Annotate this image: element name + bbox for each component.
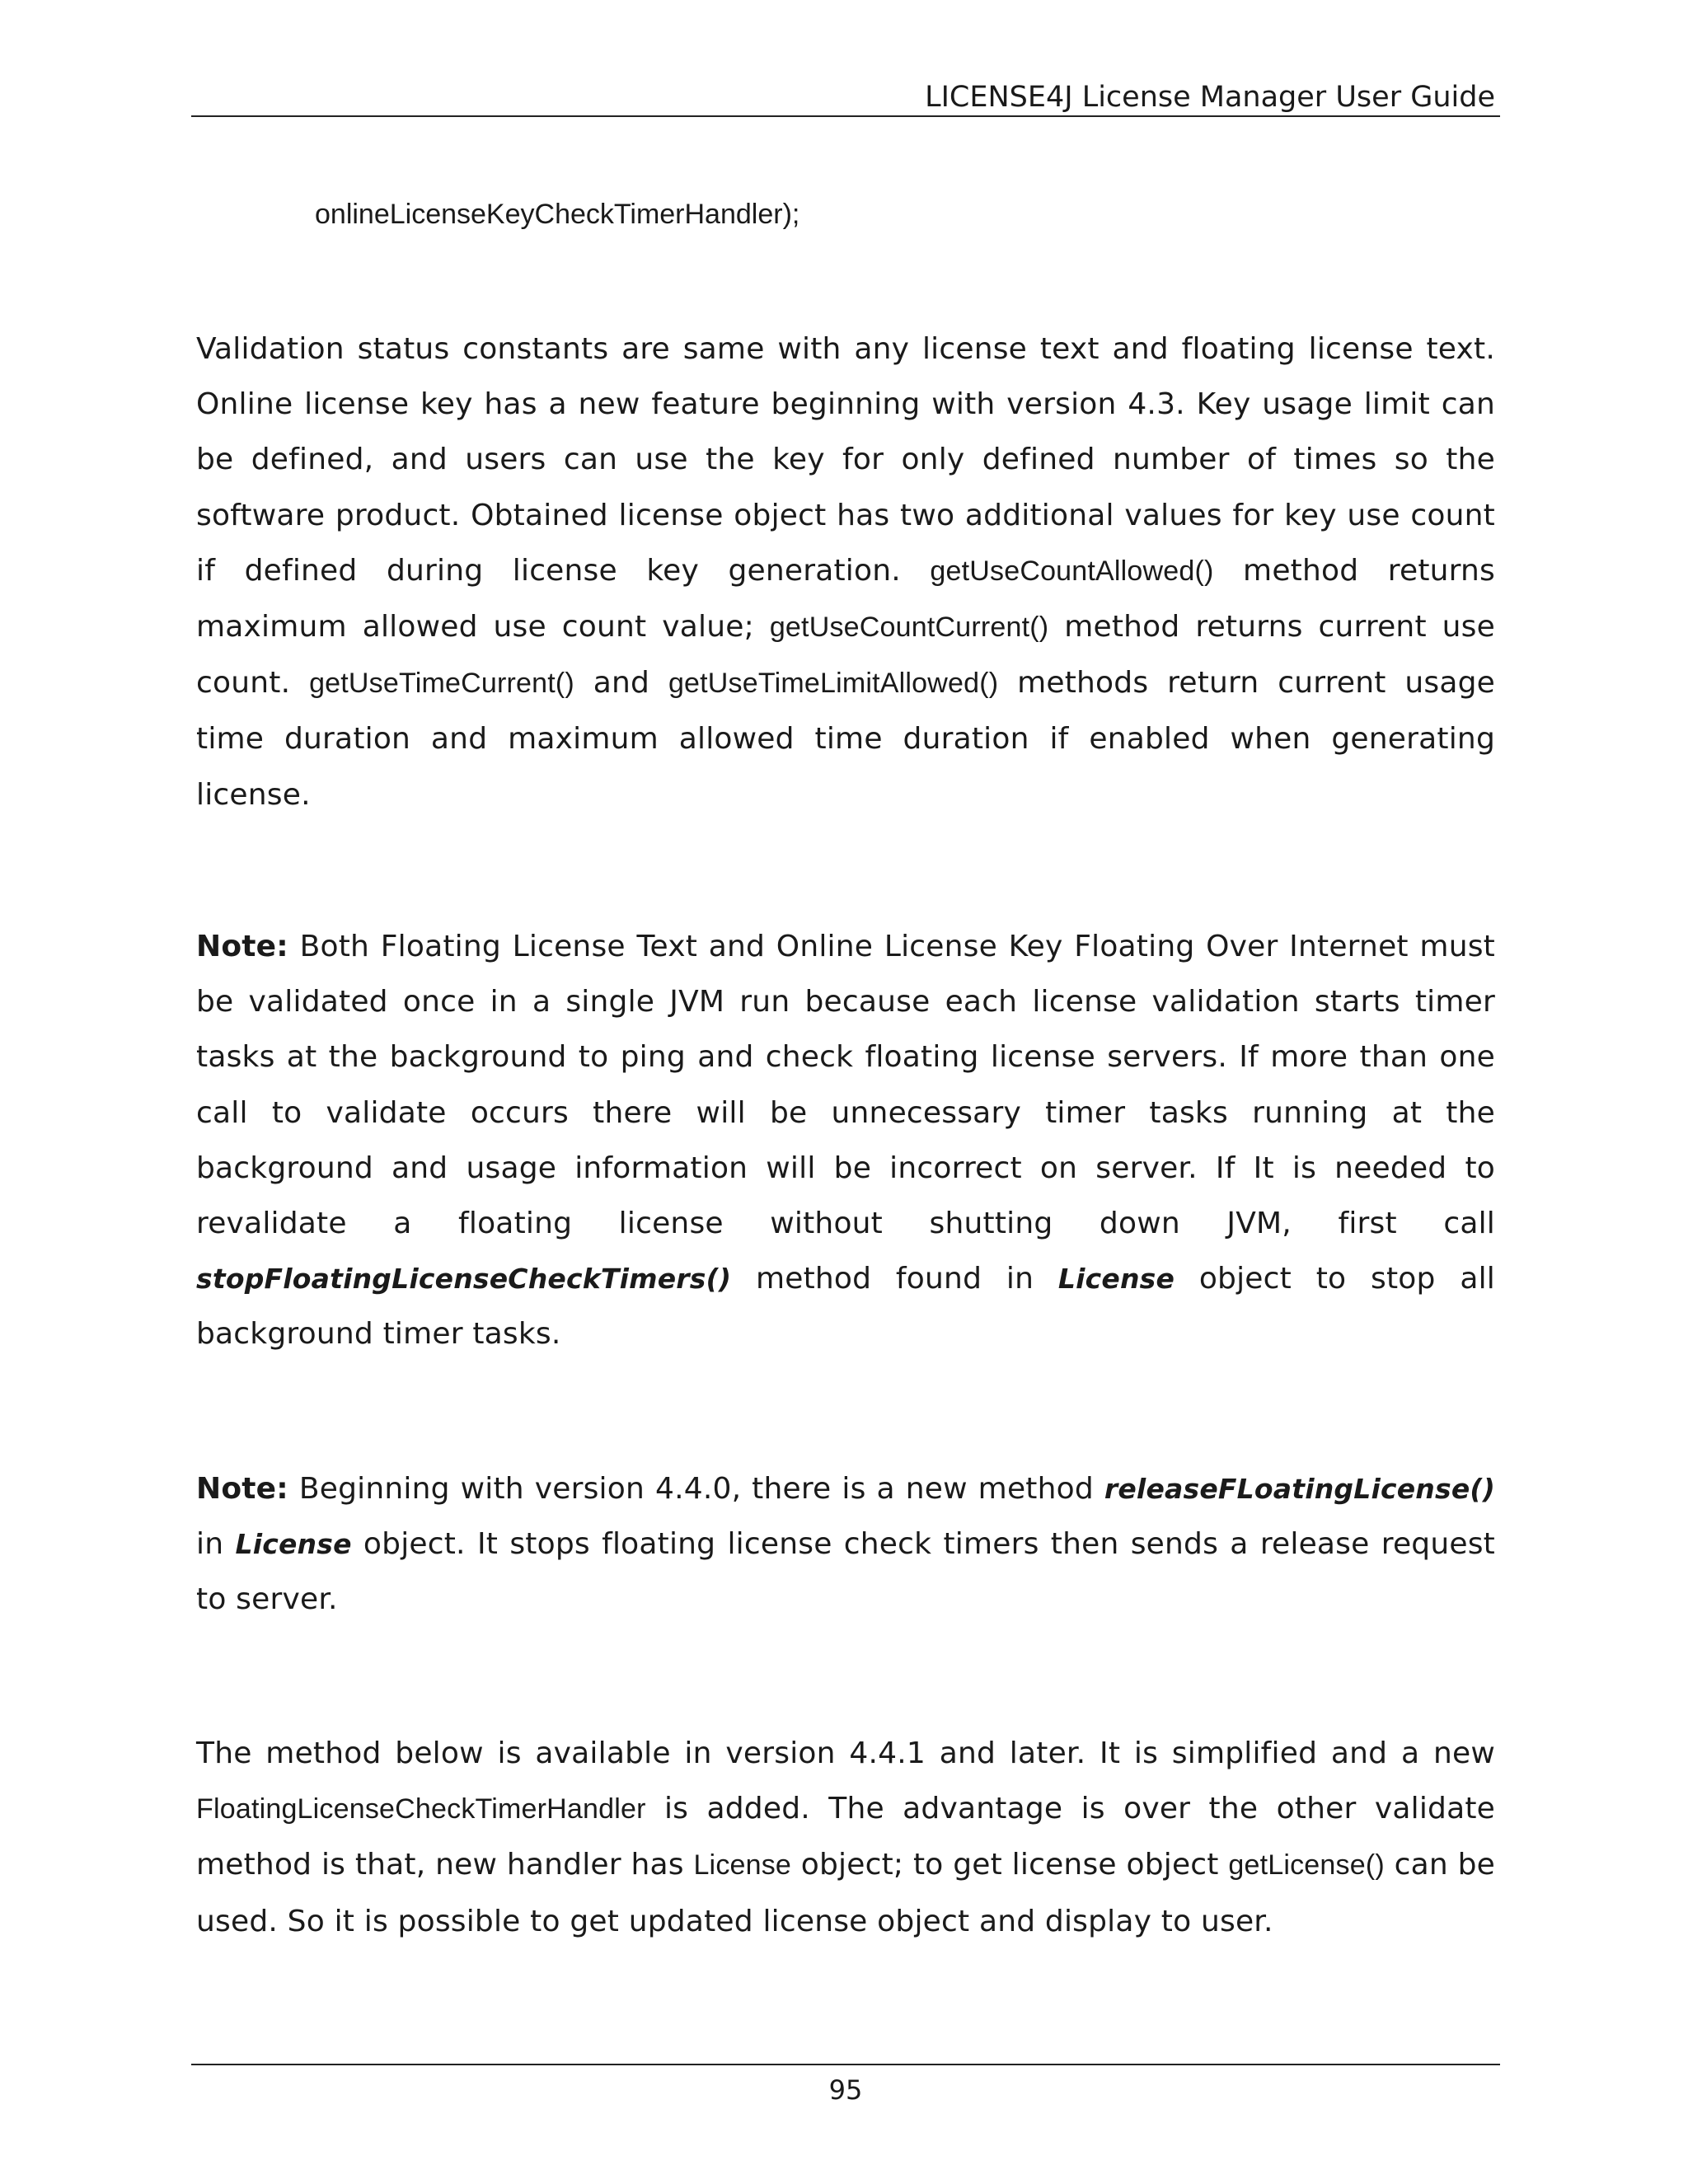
text: Beginning with version 4.4.0, there is a new method — [288, 1472, 1104, 1506]
note-label: Note: — [196, 1472, 288, 1506]
page-header — [191, 79, 1500, 117]
text: method found in — [731, 1262, 1058, 1296]
code-floating-license-check-timer-handler: FloatingLicenseCheckTimerHandler — [196, 1793, 646, 1825]
page-footer — [191, 2064, 1500, 2115]
text: methods return current usage time duration and maximum allowed time duration if enabled when generating license. — [196, 666, 1495, 812]
code-license: License — [693, 1849, 792, 1882]
code-stop-floating-license-check-timers: stopFloatingLicenseCheckTimers() — [196, 1263, 732, 1296]
text: object. It stops floating license check timers then sends a release request to server. — [196, 1527, 1495, 1617]
code-get-use-time-limit-allowed: getUseTimeLimitAllowed() — [668, 668, 999, 700]
text: Both Floating License Text and Online License Key Floating Over Internet must be validated once in a single JVM run because each license validation starts timer tasks at the background to ping and check floating license servers. If more than one call to validate occurs there will be unnecessary timer tasks running at the background and usage information will be incorrect on server. If It is needed to revalidate a floating license without shutting down JVM, first call — [196, 930, 1495, 1241]
code-get-license: getLicense() — [1228, 1849, 1385, 1882]
code-get-use-count-allowed: getUseCountAllowed() — [930, 555, 1214, 587]
code-license-object: License — [1057, 1263, 1175, 1296]
text: The method below is available in version 4.4.1 and later. It is simplified and a new — [196, 1736, 1495, 1770]
paragraph-new-handler — [196, 1726, 1495, 1949]
text: object to stop all background timer tasks. — [196, 1262, 1495, 1352]
note-floating-validation — [196, 919, 1495, 1362]
text: and — [574, 666, 668, 701]
paragraph-online-key-usage — [196, 321, 1495, 823]
page-number: 95 — [828, 2074, 863, 2106]
text: can be used. So it is possible to get updated license object and display to user. — [196, 1848, 1495, 1938]
text: is added. The advantage is over the other validate method is that, new handler has — [196, 1792, 1495, 1882]
text: Validation status constants are same with any license text and floating license text. Online license key has a new feature beginning with version 4.3. Key usage limit can be defined, and users can use the key for only defined number of times so the software product. Obtained license object has two additional values for key use count if defined during license key generation. — [196, 332, 1495, 588]
header-title: LICENSE4J License Manager User Guide — [925, 81, 1495, 114]
code-get-use-count-current: getUseCountCurrent() — [769, 612, 1049, 644]
text: method returns current use count. — [196, 610, 1495, 701]
text: object; to get license object — [791, 1848, 1229, 1882]
code-continuation: onlineLicenseKeyCheckTimerHandler); — [315, 199, 800, 230]
code-get-use-time-current: getUseTimeCurrent() — [309, 668, 574, 700]
code-release-floating-license: releaseFLoatingLicense() — [1104, 1473, 1495, 1505]
note-release-floating-license — [196, 1461, 1495, 1628]
text: in — [196, 1527, 236, 1562]
code-license-object: License — [235, 1528, 352, 1561]
note-label: Note: — [196, 930, 288, 963]
text: method returns maximum allowed use count value; — [196, 553, 1496, 644]
